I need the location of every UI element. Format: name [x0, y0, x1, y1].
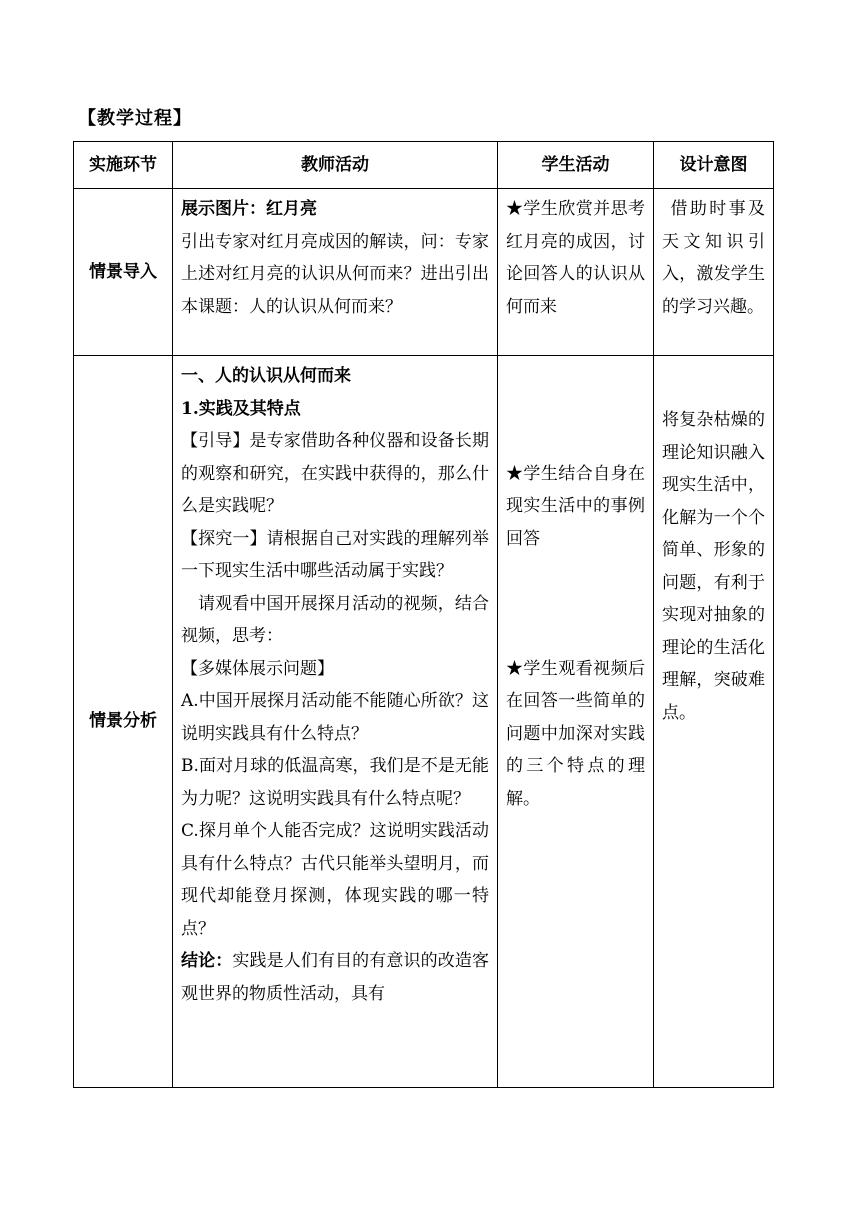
- header-design-intent: 设计意图: [654, 142, 774, 189]
- conclusion-label: 结论：: [181, 951, 233, 971]
- teacher-line: A.中国开展探月活动能不能随心所欲？这说明实践具有什么特点？: [181, 691, 489, 744]
- stage-cell: 情景分析: [74, 356, 173, 1088]
- design-intent-cell: [654, 189, 774, 356]
- teacher-line: 展示图片：红月亮: [181, 199, 317, 219]
- teacher-line: 【探究一】请根据自己对实践的理解列举一下现实生活中哪些活动属于实践？: [181, 528, 489, 581]
- teacher-line: [181, 945, 489, 1010]
- student-activity-cell: [498, 189, 654, 356]
- header-teacher-activity: 教师活动: [173, 142, 498, 189]
- student-line: ★学生欣赏并思考红月亮的成因，讨论回答人的认识从何而来: [506, 199, 645, 317]
- table-header-row: [74, 142, 774, 189]
- teaching-process-table: [73, 141, 774, 1088]
- teacher-line: 引出专家对红月亮成因的解读，问：专家上述对红月亮的认识从何而来？进出引出本课题：人的认识从何而来？: [181, 231, 489, 317]
- teacher-line: 请观看中国开展探月活动的视频，结合视频，思考：: [181, 593, 489, 646]
- student-activity-cell: [498, 356, 654, 1088]
- teacher-line: B.面对月球的低温高寒，我们是不是无能为力呢？这说明实践具有什么特点呢？: [181, 756, 489, 809]
- teacher-line: 【引导】是专家借助各种仪器和设备长期的观察和研究，在实践中获得的，那么什么是实践呢？: [181, 431, 489, 516]
- intent-line: 借助时事及天文知识引入，激发学生的学习兴趣。: [662, 199, 765, 317]
- teacher-line: C.探月单个人能否完成？这说明实践活动具有什么特点？古代只能举头望明月，而现代却能登月探测，体现实践的哪一特点？: [181, 821, 489, 939]
- table-row: [74, 356, 774, 1088]
- student-line: ★学生结合自身在现实生活中的事例回答: [506, 463, 645, 549]
- table-row: [74, 189, 774, 356]
- intent-line: 将复杂枯燥的理论知识融入现实生活中，化解为一个个简单、形象的问题，有利于实现对抽象的理论的生活化理解，突破难点。: [662, 410, 765, 723]
- header-student-activity: 学生活动: [498, 142, 654, 189]
- teacher-activity-cell: [173, 189, 498, 356]
- header-stage: 实施环节: [74, 142, 173, 189]
- conclusion-text: 实践是人们有目的有意识的改造客观世界的物质性活动，具有: [181, 951, 490, 1004]
- section-title: 【教学过程】: [78, 108, 192, 129]
- design-intent-cell: [654, 356, 774, 1088]
- teacher-line: 一、人的认识从何而来: [181, 366, 351, 386]
- teacher-line: 【多媒体展示问题】: [181, 658, 334, 679]
- teacher-line: 1.实践及其特点: [181, 398, 301, 419]
- student-line: ★学生观看视频后在回答一些简单的问题中加深对实践的三个特点的理解。: [506, 658, 645, 809]
- teacher-activity-cell: [173, 356, 498, 1088]
- stage-cell: 情景导入: [74, 189, 173, 356]
